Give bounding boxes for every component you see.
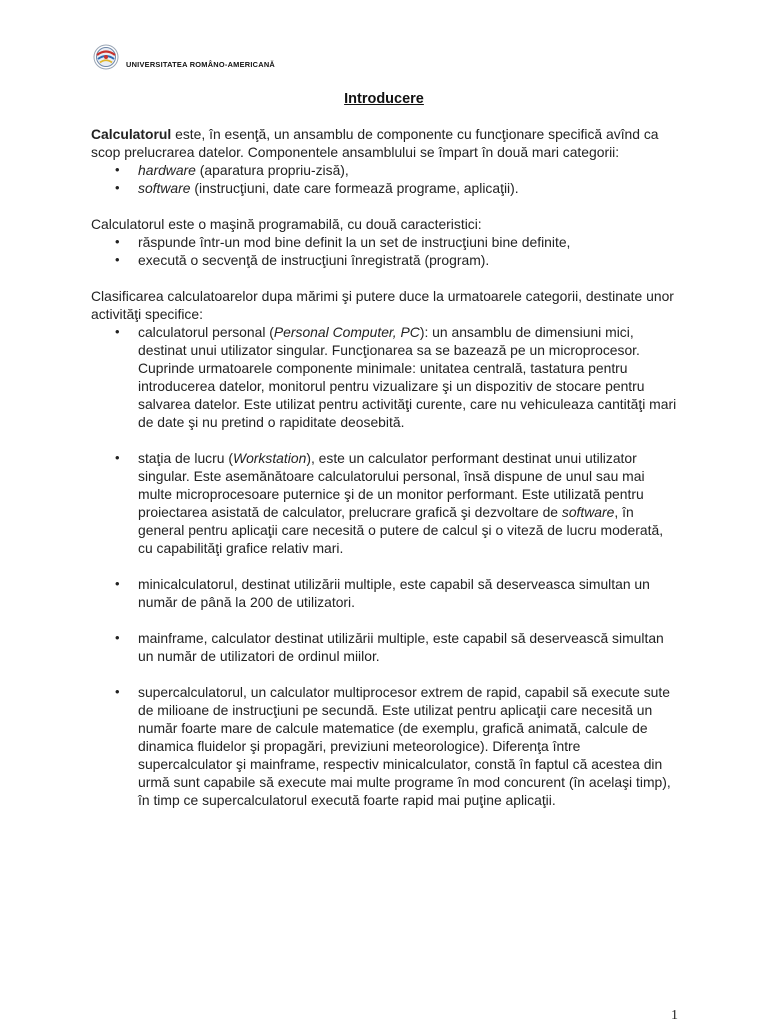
document-body [91, 125, 677, 809]
text-fragment: , în general pentru aplicaţii care necesită o putere de calcul şi o viteză de lucru moderată, cu capabilităţi grafice relativ mari. [138, 504, 664, 556]
list-item: • execută o secvenţă de instrucţiuni înregistrată (program). [91, 251, 677, 269]
term-hardware: hardware [138, 162, 196, 178]
intro-text: este, în esenţă, un ansamblu de componente cu funcţionare specifică avînd ca scop prelucrarea datelor. Componentele ansamblului se împart în două mari categorii: [91, 126, 659, 160]
list-item-supercalculator: • supercalculatorul, un calculator multiprocesor extrem de rapid, capabil să execute sute de milioane de instrucţiuni pe secundă. Este utilizat pentru aplicaţii care necesită un număr foarte mare de calcule matematice (de exemplu, grafică animată, calcule de dinamica fluidelor şi propagări, previziuni meteorologice). Diferenţa între supercalculator şi mainframe, respectiv minicalculator, constă în faptul că acestea din urmă sunt capabile să execute mai multe programe în mod concurent (în acelaşi timp), în timp ce supercalculatorul execută foarte rapid mai puţine aplicaţii. [91, 683, 677, 809]
characteristics-list [91, 233, 677, 269]
list-item [91, 161, 677, 179]
text-fragment-italic: Personal Computer, PC [273, 324, 420, 340]
text-fragment: calculatorul personal ( [138, 324, 274, 340]
page-number: 1 [671, 1008, 678, 1023]
characteristics-lead: Calculatorul este o maşină programabilă, cu două caracteristici: [91, 216, 482, 232]
university-logo [93, 44, 119, 70]
list-item: • răspunde într-un mod bine definit la un set de instrucţiuni bine definite, [91, 233, 677, 251]
intro-paragraph [91, 125, 677, 161]
term-software: software [138, 180, 191, 196]
page-header [93, 44, 275, 70]
list-item-minicalculator: • minicalculatorul, destinat utilizării multiple, este capabil să deserveasca simultan un număr de până la 200 de utilizatori. [91, 575, 677, 611]
text-fragment-italic: Workstation [232, 450, 307, 466]
list-item-pc [91, 323, 677, 431]
list-item-workstation [91, 449, 677, 557]
term-description: (instrucţiuni, date care formează programe, aplicaţii). [190, 180, 519, 196]
classification-list [91, 323, 677, 809]
text-fragment: ), este un calculator performant destinat unui utilizator singular. Este asemănătoare calculatorului personal, însă dispune de unul sau mai multe microprocesoare puternice şi de un monitor performant. Este utilizată pentru proiectarea asistată de calculator, prelucrare grafică şi dezvoltare de [138, 450, 645, 520]
classification-lead: Clasificarea calculatoarelor dupa mărimi şi putere duce la urmatoarele categorii, destinate unor activităţi specifice: [91, 288, 674, 322]
list-item-mainframe: • mainframe, calculator destinat utilizării multiple, este capabil să deservească simultan un număr de utilizatori de ordinul miilor. [91, 629, 677, 665]
categories-list [91, 161, 677, 197]
university-name: UNIVERSITATEA ROMÂNO-AMERICANĂ [126, 60, 276, 69]
page-title: Introducere [344, 91, 424, 107]
text-fragment: staţia de lucru ( [138, 450, 233, 466]
text-fragment-italic: software [561, 504, 615, 520]
term-description: (aparatura propriu-zisă), [195, 162, 349, 178]
list-item [91, 179, 677, 197]
text-fragment: ): un ansamblu de dimensiuni mici, destinat unui utilizator singular. Funcţionarea sa se bazează pe un microprocesor. Cuprinde urmatoarele componente minimale: unitatea centrală, tastatura pentru introducerea datelor, monitorul pentru vizualizare şi un dispozitiv de stocare pentru salvarea datelor. Este utilizat pentru activităţi curente, care nu vehiculeaza cantităţi mari de date şi nu pretind o rapiditate deosebită. [138, 324, 677, 430]
intro-lead: Calculatorul [91, 126, 172, 142]
